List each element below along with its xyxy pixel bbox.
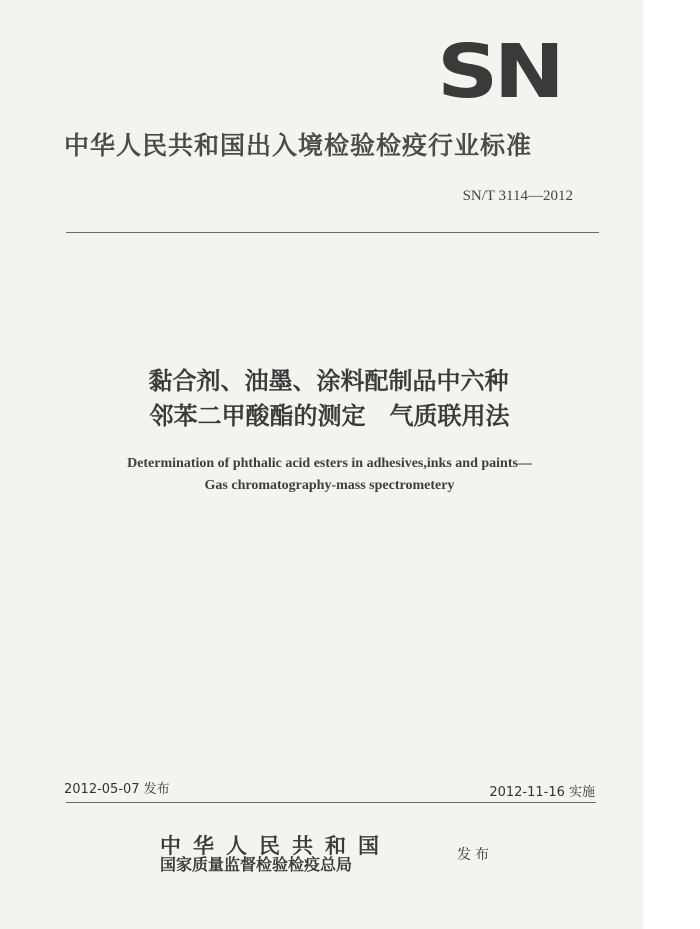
issuer-agency: 国家质量监督检验检疫总局 [160,855,353,874]
chinese-title-line-1: 黏合剂、油墨、涂料配制品中六种 [148,367,509,395]
sn-logo: SN [437,29,561,115]
top-divider [66,232,599,233]
bottom-divider [66,802,596,803]
english-title-line-2: Gas chromatography-mass spectrometery [204,478,455,493]
issuing-category-title: 中华人民共和国出入境检验检疫行业标准 [64,131,533,160]
english-title-line-1: Determination of phthalic acid esters in adhesives,inks and paints— [127,456,532,471]
issuer-country: 中华人民共和国 [160,833,391,858]
chinese-title-line-2: 邻苯二甲酸酯的测定 气质联用法 [149,402,510,430]
issue-date: 2012-05-07 发布 [64,782,170,797]
standard-number: SN/T 3114—2012 [462,188,573,204]
implementation-date: 2012-11-16 实施 [489,785,595,800]
issue-action: 发布 [457,847,493,863]
